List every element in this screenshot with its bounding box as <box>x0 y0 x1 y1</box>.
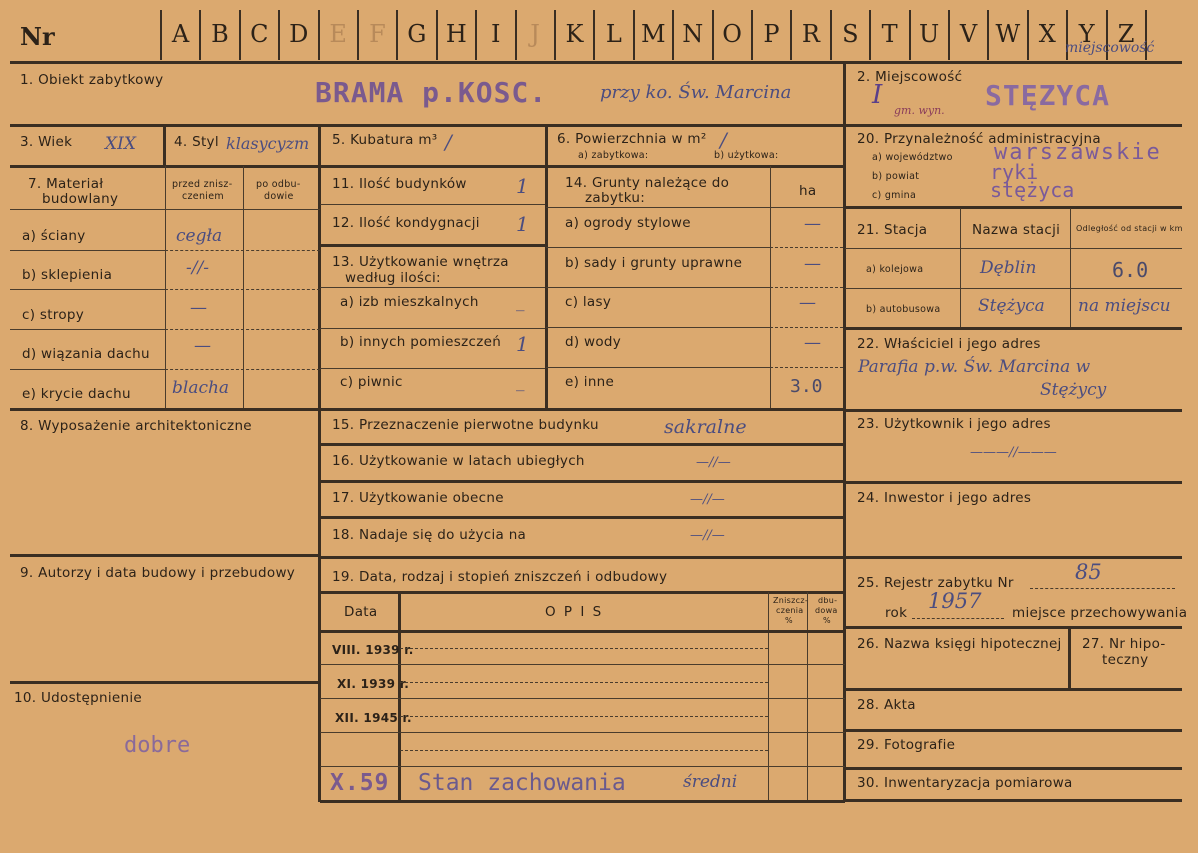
letter-s: S <box>842 20 859 48</box>
letter-b: B <box>211 20 229 48</box>
field-13-label-1: 13. Użytkowanie wnętrza <box>332 254 509 270</box>
field-7c-label: c) stropy <box>22 307 85 323</box>
field-19-col-o-1: dbu- <box>818 596 838 605</box>
field-10-value: dobre <box>124 733 191 758</box>
field-7e-value: blacha <box>172 378 230 398</box>
field-18-label: 18. Nadaje się do użycia na <box>332 527 527 543</box>
field-14d-value: — <box>804 333 821 353</box>
field-19-col-date: Data <box>344 604 378 620</box>
field-17-label: 17. Użytkowanie obecne <box>332 490 504 506</box>
field-17-value: —//— <box>690 492 725 507</box>
letter-w: W <box>995 20 1021 48</box>
field-16-label: 16. Użytkowanie w latach ubiegłych <box>332 453 585 469</box>
field-21-col-dist: Odległość od stacji w km <box>1076 224 1183 233</box>
field-8-label: 8. Wyposażenie architektoniczne <box>20 418 252 434</box>
field-4-value: klasycyzm <box>226 134 310 153</box>
field-7a-value: cegła <box>176 226 223 246</box>
field-14c-value: — <box>799 293 816 313</box>
field-20c-value: stężyca <box>990 178 1075 202</box>
field-25-nr: 85 <box>1075 560 1102 584</box>
field-22-label: 22. Właściciel i jego adres <box>857 336 1041 352</box>
field-14a-label: a) ogrody stylowe <box>565 215 691 231</box>
field-20b-label: b) powiat <box>872 171 920 182</box>
letter-g: G <box>407 20 427 48</box>
field-25-label: 25. Rejestr zabytku Nr <box>857 575 1014 591</box>
field-5-value: / <box>445 130 452 154</box>
field-19-col-z-1: Zniszcz- <box>773 596 809 605</box>
field-21b-name: Stężyca <box>978 296 1045 316</box>
field-14e-value: 3.0 <box>790 376 823 397</box>
letter-n: N <box>682 20 704 48</box>
letter-e: E <box>329 20 347 48</box>
field-18-value: —//— <box>690 528 725 543</box>
field-13c-label: c) piwnic <box>340 374 403 390</box>
field-20b-value: ryki <box>990 160 1039 184</box>
field-21a-label: a) kolejowa <box>866 264 924 275</box>
field-30-label: 30. Inwentaryzacja pomiarowa <box>857 775 1073 791</box>
field-21-col-name: Nazwa stacji <box>972 222 1061 238</box>
field-19-col-z-3: % <box>785 616 793 625</box>
field-24-label: 24. Inwestor i jego adres <box>857 490 1032 506</box>
field-19-date-1: VIII. 1939 r. <box>332 643 414 657</box>
field-21-label: 21. Stacja <box>857 222 928 238</box>
field-20-label: 20. Przynależność administracyjna <box>857 131 1101 147</box>
letter-d: D <box>289 20 309 48</box>
field-10-label: 10. Udostępnienie <box>14 690 142 706</box>
field-13a-label: a) izb mieszkalnych <box>340 294 479 310</box>
field-13b-label: b) innych pomieszczeń <box>340 334 502 350</box>
letter-a: A <box>171 20 190 48</box>
letter-z: Z <box>1117 20 1135 48</box>
field-2-label: 2. Miejscowość <box>857 69 963 85</box>
field-16-value: —//— <box>696 455 731 470</box>
field-7-label-2: budowlany <box>42 191 119 207</box>
field-21a-dist: 6.0 <box>1112 258 1149 282</box>
field-6-value: / <box>720 128 727 152</box>
field-14-unit: ha <box>799 183 817 199</box>
field-21b-label: b) autobusowa <box>866 304 941 315</box>
field-6a-label: a) zabytkowa: <box>578 150 649 161</box>
field-19-last-date: X.59 <box>330 770 390 796</box>
field-7-col1-line2: czeniem <box>182 191 224 202</box>
field-25-rok: 1957 <box>928 589 982 613</box>
field-1-label: 1. Obiekt zabytkowy <box>20 72 164 88</box>
field-13a-value: _ <box>516 292 525 312</box>
field-21b-dist: na miejscu <box>1078 296 1171 316</box>
field-21a-name: Dęblin <box>980 258 1037 278</box>
field-19-col-z-2: czenia <box>776 606 804 615</box>
letter-m: M <box>641 20 666 48</box>
field-19-last-text: Stan zachowania <box>418 770 626 796</box>
field-23-value: ———//——— <box>970 445 1057 460</box>
nr-label: Nr <box>20 22 55 51</box>
field-20a-value: warszawskie <box>994 140 1162 165</box>
field-7e-label: e) krycie dachu <box>22 386 131 402</box>
field-7a-label: a) ściany <box>22 228 86 244</box>
field-11-value: 1 <box>516 174 529 198</box>
field-6-label: 6. Powierzchnia w m² <box>557 131 707 147</box>
field-7c-value: — <box>190 298 207 318</box>
field-6b-label: b) użytkowa: <box>714 150 779 161</box>
letter-u: U <box>918 20 940 48</box>
field-13c-value: _ <box>516 372 525 392</box>
field-26-label: 26. Nazwa księgi hipotecznej <box>857 636 1062 652</box>
letter-o: O <box>722 20 742 48</box>
field-13-label-2: według ilości: <box>345 270 441 286</box>
field-12-value: 1 <box>516 212 529 236</box>
field-29-label: 29. Fotografie <box>857 737 956 753</box>
field-14e-label: e) inne <box>565 374 615 390</box>
letter-l: L <box>605 20 622 48</box>
field-7-col1-line1: przed znisz- <box>172 179 233 190</box>
letter-p: P <box>763 20 780 48</box>
field-1-handwritten: przy ko. Św. Marcina <box>600 82 792 103</box>
field-19-col-opis: O P I S <box>545 604 604 620</box>
field-2-small-note: gm. wyn. <box>894 104 945 117</box>
letter-t: T <box>881 20 898 48</box>
field-7-label-1: 7. Materiał <box>28 176 104 192</box>
field-15-value: sakralne <box>664 416 747 438</box>
header-handwritten-note: miejscowość <box>1065 40 1155 56</box>
letter-h: H <box>445 20 467 48</box>
field-28-label: 28. Akta <box>857 697 916 713</box>
field-22-line1: Parafia p.w. Św. Marcina w <box>858 357 1091 377</box>
field-3-value: XIX <box>105 134 136 154</box>
letter-y: Y <box>1078 20 1095 48</box>
letter-c: C <box>250 20 269 48</box>
field-19-col-o-3: % <box>823 616 831 625</box>
field-12-label: 12. Ilość kondygnacji <box>332 215 480 231</box>
field-7-col2-line2: dowie <box>264 191 294 202</box>
field-19-col-o-2: dowa <box>815 606 838 615</box>
field-25-miejsce: miejsce przechowywania <box>1012 605 1188 621</box>
field-7b-value: -//- <box>186 258 209 278</box>
field-9-label: 9. Autorzy i data budowy i przebudowy <box>20 565 296 581</box>
letter-i: I <box>490 20 501 48</box>
field-23-label: 23. Użytkownik i jego adres <box>857 416 1051 432</box>
field-14c-label: c) lasy <box>565 294 612 310</box>
field-15-label: 15. Przeznaczenie pierwotne budynku <box>332 417 599 433</box>
field-5-label: 5. Kubatura m³ <box>332 132 438 148</box>
letter-v: V <box>959 20 978 48</box>
letter-x: X <box>1038 20 1056 48</box>
field-19-date-3: XII. 1945 r. <box>335 711 412 725</box>
letter-k: K <box>565 20 584 48</box>
field-7b-label: b) sklepienia <box>22 267 113 283</box>
field-14-label-1: 14. Grunty należące do <box>565 175 730 191</box>
letter-j: J <box>530 20 540 48</box>
field-14b-label: b) sady i grunty uprawne <box>565 255 743 271</box>
field-19-date-2: XI. 1939 r. <box>337 677 410 691</box>
field-7-col2-line1: po odbu- <box>256 179 301 190</box>
field-11-label: 11. Ilość budynków <box>332 176 467 192</box>
field-25-rok-label: rok <box>885 605 908 621</box>
field-14a-value: — <box>804 214 821 234</box>
field-2-mark: I <box>872 80 883 110</box>
field-19-last-hand: średni <box>683 772 738 792</box>
field-13b-value: 1 <box>516 332 529 356</box>
field-19-label: 19. Data, rodzaj i stopień zniszczeń i odbudowy <box>332 569 668 585</box>
letter-f: F <box>369 20 386 48</box>
field-20a-label: a) województwo <box>872 152 953 163</box>
field-27-label-1: 27. Nr hipo- <box>1082 636 1166 652</box>
field-1-stamp: BRAMA p.KOSC. <box>315 76 548 109</box>
field-20c-label: c) gmina <box>872 190 917 201</box>
field-7d-value: — <box>194 336 211 356</box>
field-14d-label: d) wody <box>565 334 622 350</box>
field-4-label: 4. Styl <box>174 134 219 150</box>
field-14b-value: — <box>804 254 821 274</box>
field-22-line2: Stężycy <box>1040 380 1107 400</box>
letter-r: R <box>801 20 820 48</box>
field-27-label-2: teczny <box>1102 652 1149 668</box>
field-7d-label: d) wiązania dachu <box>22 346 150 362</box>
field-3-label: 3. Wiek <box>20 134 73 150</box>
field-14-label-2: zabytku: <box>585 190 646 206</box>
field-2-stamp: STĘZYCA <box>985 79 1111 112</box>
